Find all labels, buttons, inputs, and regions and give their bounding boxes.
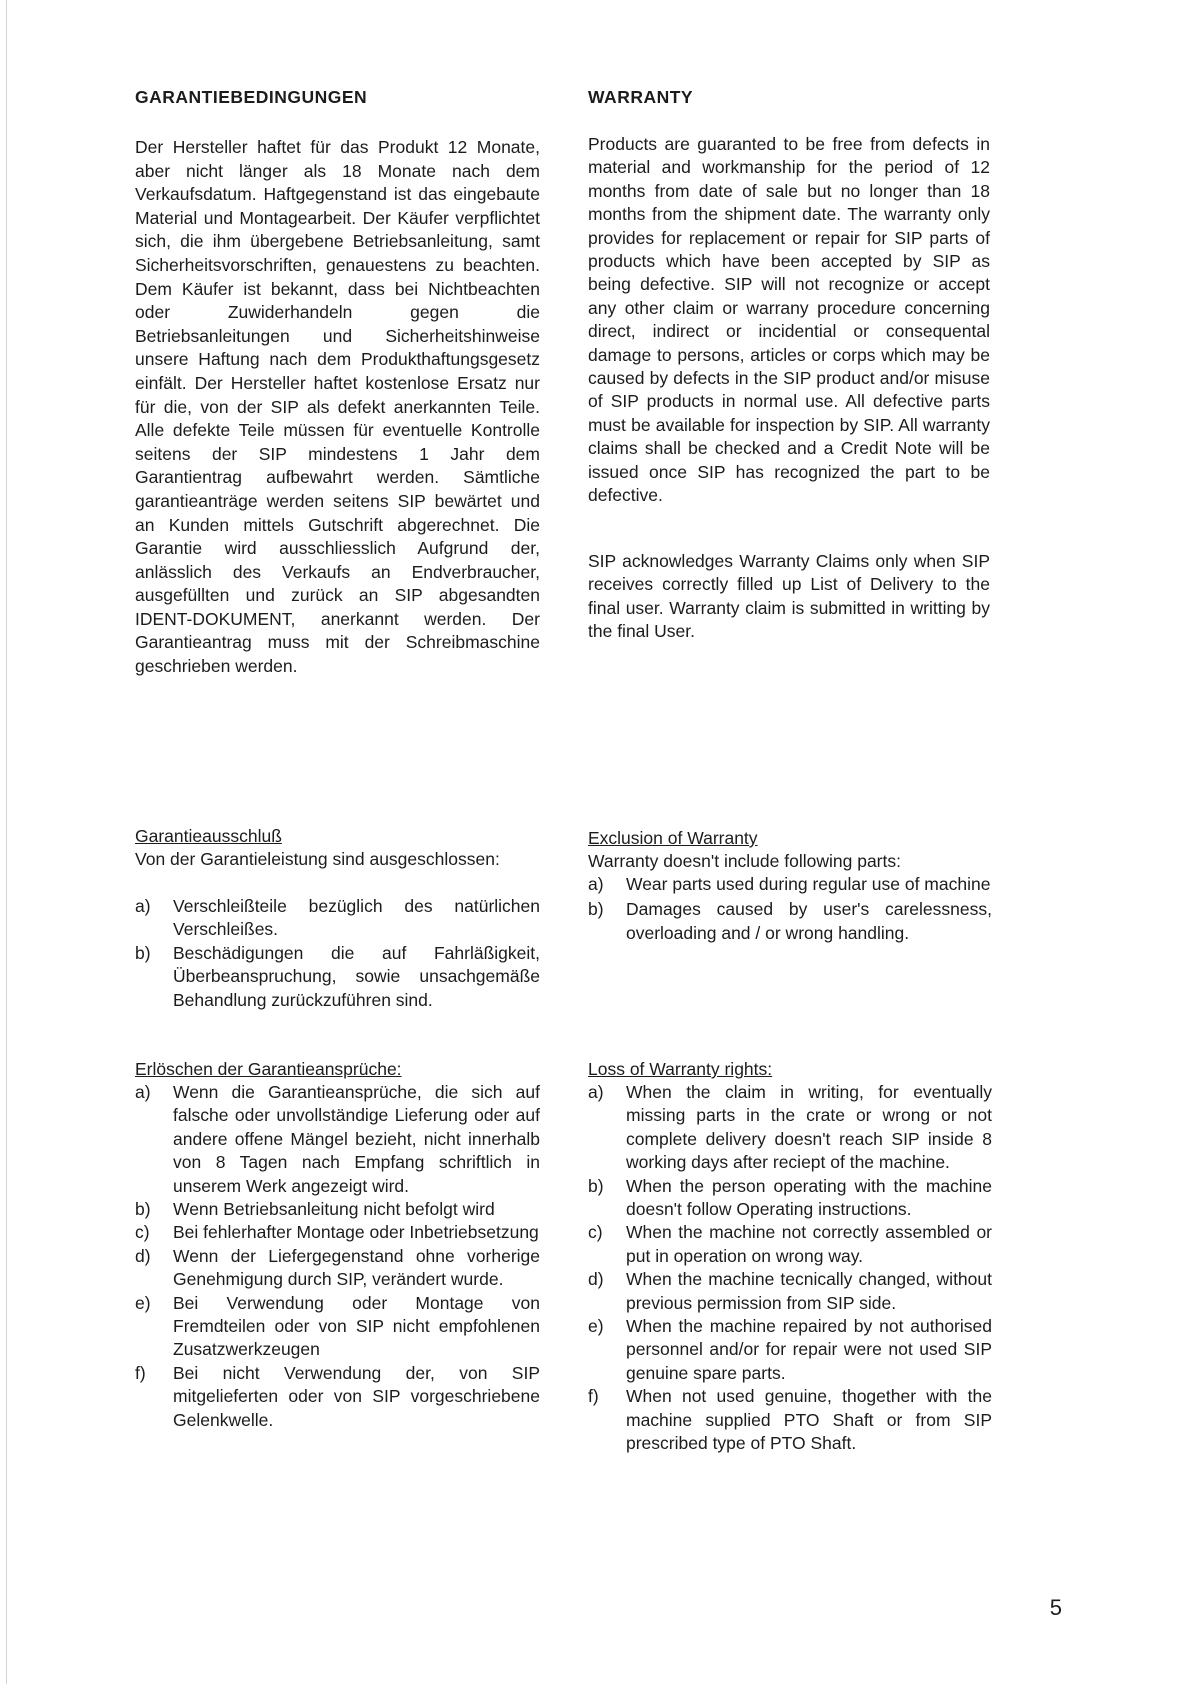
german-exclusion-intro: Von der Garantieleistung sind ausgeschlossen:: [135, 849, 500, 869]
german-loss-list: [135, 1081, 540, 1432]
list-item: a) Wear parts used during regular use of machine: [588, 874, 991, 894]
english-body-paragraph-1: Products are guaranted to be free from defects in material and workmanship for the period of 12 months from date of sale but no longer than 18 months from the shipment date. The warranty only provides for replacement or repair for SIP parts of products which have been accepted by SIP as being defective. SIP will not recognize or accept any other claim or warrany procedure concerning direct, indirect or incidential or consequental damage to persons, articles or corps which may be caused by defects in the SIP product and/or misuse of SIP products in normal use. All defective parts must be available for inspection by SIP. All warranty claims shall be checked and a Credit Note will be issued once SIP has recognized the part to be defective.: [588, 134, 990, 506]
list-item: b) When the person operating with the machine doesn't follow Operating instructions.: [588, 1175, 992, 1220]
list-item: d) When the machine tecnically changed, without previous permission from SIP side.: [588, 1269, 992, 1313]
english-body-paragraph-2: SIP acknowledges Warranty Claims only when SIP receives correctly filled up List of Delivery to the final user. Warranty claim is submitted in writting by the final User.: [588, 551, 990, 642]
english-exclusion-list: [588, 873, 992, 945]
list-item: f) When not used genuine, thogether with the machine supplied PTO Shaft or from SIP prescribed type of PTO Shaft.: [588, 1386, 992, 1454]
list-item: d) Wenn der Liefergegenstand ohne vorherige Genehmigung durch SIP, verändert wurde.: [135, 1245, 540, 1290]
english-exclusion-intro: Warranty doesn't include following parts:: [588, 851, 901, 871]
page-number: 5: [1049, 1595, 1062, 1620]
german-loss-title: Erlöschen der Garantieansprüche:: [135, 1059, 402, 1079]
german-exclusion-title: Garantieausschluß: [135, 826, 282, 846]
english-exclusion-title: Exclusion of Warranty: [588, 828, 758, 848]
list-item: a) Wenn die Garantieansprüche, die sich auf falsche oder unvollständige Lieferung oder auf andere offene Mängel bezieht, nicht innerhalb von 8 Tagen nach Empfang schriftlich in unserem Werk angezeigt wird.: [135, 1082, 540, 1196]
list-item: e) When the machine repaired by not authorised personnel and/or for repair were not used SIP genuine spare parts.: [588, 1316, 992, 1383]
german-heading: GARANTIEBEDINGUNGEN: [135, 87, 368, 107]
scan-edge-line: [6, 0, 7, 1684]
list-item: b) Wenn Betriebsanleitung nicht befolgt wird: [135, 1199, 495, 1220]
list-item: f) Bei nicht Verwendung der, von SIP mitgelieferten oder von SIP vorgeschriebene Gelenkwelle.: [135, 1362, 540, 1430]
list-item: a) When the claim in writing, for eventually missing parts in the crate or wrong or not complete delivery doesn't reach SIP inside 8 working days after reciept of the machine.: [588, 1082, 992, 1173]
german-body: Der Hersteller haftet für das Produkt 12 Monate, aber nicht länger als 18 Monate nach dem Verkaufsdatum. Haftgegenstand ist das eingebaute Material und Montagearbeit. Der Käufer verpflichtet sich, die ihm übergebene Betriebsanleitung, samt Sicherheitsvorschriften, genauestens zu beachten. Dem Käufer ist bekannt, dass bei Nichtbeachten oder Zuwiderhandeln gegen die Betriebsanleitungen und Sicherheitshinweise unsere Haftung nach dem Produkthaftungsgesetz einfält. Der Hersteller haftet kostenlose Ersatz nur für die, von der SIP als defekt anerkannten Teile. Alle defekte Teile müssen für eventuelle Kontrolle seitens der SIP mindestens 1 Jahr dem Garantientrag aufbewahrt werden. Sämtliche garantieanträge werden seitens SIP bewärtet und an Kunden mittels Gutschrift abgerechnet. Die Garantie wird ausschliesslich Aufgrund der, anlässlich des Verkaufs an Endverbraucher, ausgefüllten und zurück an SIP abgesandten IDENT-DOKUMENT, anerkannt werden. Der Garantieantrag muss mit der Schreibmaschine geschrieben werden.: [135, 137, 540, 677]
english-heading: WARRANTY: [588, 87, 694, 107]
english-loss-title: Loss of Warranty rights:: [588, 1059, 773, 1079]
english-loss-list: [588, 1081, 992, 1456]
list-item: e) Bei Verwendung oder Montage von Fremdteilen oder von SIP nicht empfohlenen Zusatzwerkzeugen: [135, 1292, 540, 1360]
list-item: b) Beschädigungen die auf Fahrläßigkeit, Überbeanspruchung, sowie unsachgemäße Behandlung zurückzuführen sind.: [135, 942, 540, 1010]
german-exclusion-list: [135, 895, 540, 1012]
list-item: c) When the machine not correctly assembled or put in operation on wrong way.: [588, 1222, 992, 1266]
list-item: c) Bei fehlerhafter Montage oder Inbetriebsetzung: [135, 1222, 539, 1243]
list-item: b) Damages caused by user's carelessness, overloading and / or wrong handling.: [588, 899, 992, 943]
list-item: a) Verschleißteile bezüglich des natürlichen Verschleißes.: [135, 896, 540, 940]
